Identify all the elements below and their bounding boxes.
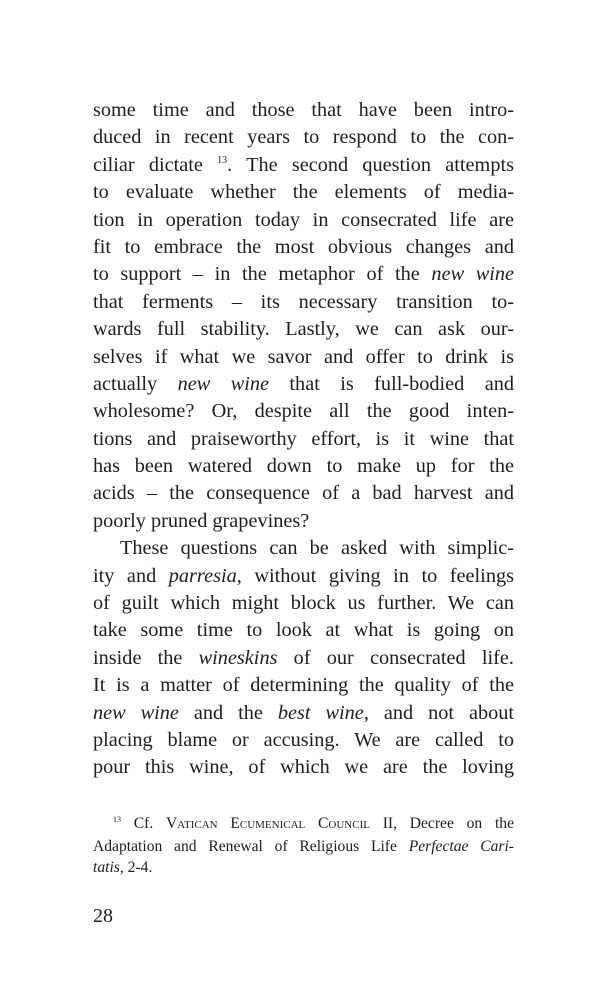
text-fragment: inside the	[93, 646, 199, 669]
text-line: has been watered down to make up for the	[93, 455, 514, 478]
paragraph-1	[93, 97, 514, 535]
text-line: It is a matter of determining the quality of the	[93, 674, 514, 697]
text-line	[93, 645, 514, 672]
footnote-line	[93, 836, 514, 857]
text-line	[93, 371, 514, 398]
text-fragment: , 2-4.	[119, 859, 153, 876]
paragraph-2	[93, 535, 514, 782]
footnote-reference[interactable]: 13	[217, 154, 228, 166]
text-fragment: , without giving in to feelings	[236, 564, 514, 587]
text-fragment: ciliar dictate	[93, 153, 203, 176]
text-line: some time and those that have been intro-	[93, 99, 514, 121]
page-number: 28	[93, 905, 113, 927]
text-fragment: II, Decree on the	[369, 815, 514, 832]
page-body	[93, 97, 514, 782]
italic-term: best wine	[277, 701, 364, 724]
text-line: tions and praiseworthy effort, is it wine that	[93, 427, 514, 450]
footnote-line	[93, 813, 514, 836]
footnote-13	[93, 813, 514, 878]
text-fragment: of our consecrated life.	[277, 646, 514, 669]
author-name: Vatican Ecumenical Council	[166, 815, 370, 832]
italic-term: new wine	[177, 372, 269, 395]
text-fragment: Cf.	[133, 815, 166, 832]
text-line: take some time to look at what is going on	[93, 619, 514, 642]
italic-term: new wine	[93, 701, 179, 724]
footnote-number: 13	[113, 815, 121, 824]
text-line: of guilt which might block us further. We can	[93, 592, 514, 615]
text-line	[93, 563, 514, 590]
text-line: These questions can be asked with simplic-	[120, 537, 514, 560]
text-line	[93, 700, 514, 727]
text-fragment: Adaptation and Renewal of Religious Life	[93, 838, 409, 855]
text-line: tion in operation today in consecrated life are	[93, 208, 514, 231]
text-line: placing blame or accusing. We are called to	[93, 728, 514, 751]
text-line: to evaluate whether the elements of media-	[93, 181, 514, 204]
text-fragment: that is full-bodied and	[269, 372, 514, 395]
text-fragment: to support – in the metaphor of the	[93, 263, 432, 286]
text-line: wards full stability. Lastly, we can ask our-	[93, 318, 514, 341]
text-fragment: ity and	[93, 564, 169, 587]
text-line	[93, 152, 514, 179]
italic-term: parresia	[168, 564, 237, 587]
text-fragment: . The second question attempts	[227, 153, 514, 176]
text-line	[93, 261, 514, 288]
footnote-line	[93, 857, 514, 878]
text-fragment: , and not about	[363, 701, 515, 724]
text-line: poorly pruned grapevines?	[93, 509, 310, 532]
text-line: acids – the consequence of a bad harvest and	[93, 482, 514, 505]
text-line: selves if what we savor and offer to drink is	[93, 345, 514, 368]
text-line: duced in recent years to respond to the con-	[93, 126, 514, 149]
italic-term: new wine	[431, 263, 515, 286]
italic-term: wineskins	[198, 646, 278, 669]
text-line: wholesome? Or, despite all the good inten-	[93, 400, 514, 423]
italic-title: tatis	[93, 859, 120, 876]
text-fragment: actually	[93, 372, 178, 395]
text-line: fit to embrace the most obvious changes and	[93, 235, 514, 258]
italic-title: Perfectae Cari-	[408, 838, 514, 855]
text-line: that ferments – its necessary transition to-	[93, 290, 514, 313]
text-fragment: and the	[178, 701, 278, 724]
text-line: pour this wine, of which we are the loving	[93, 756, 514, 779]
